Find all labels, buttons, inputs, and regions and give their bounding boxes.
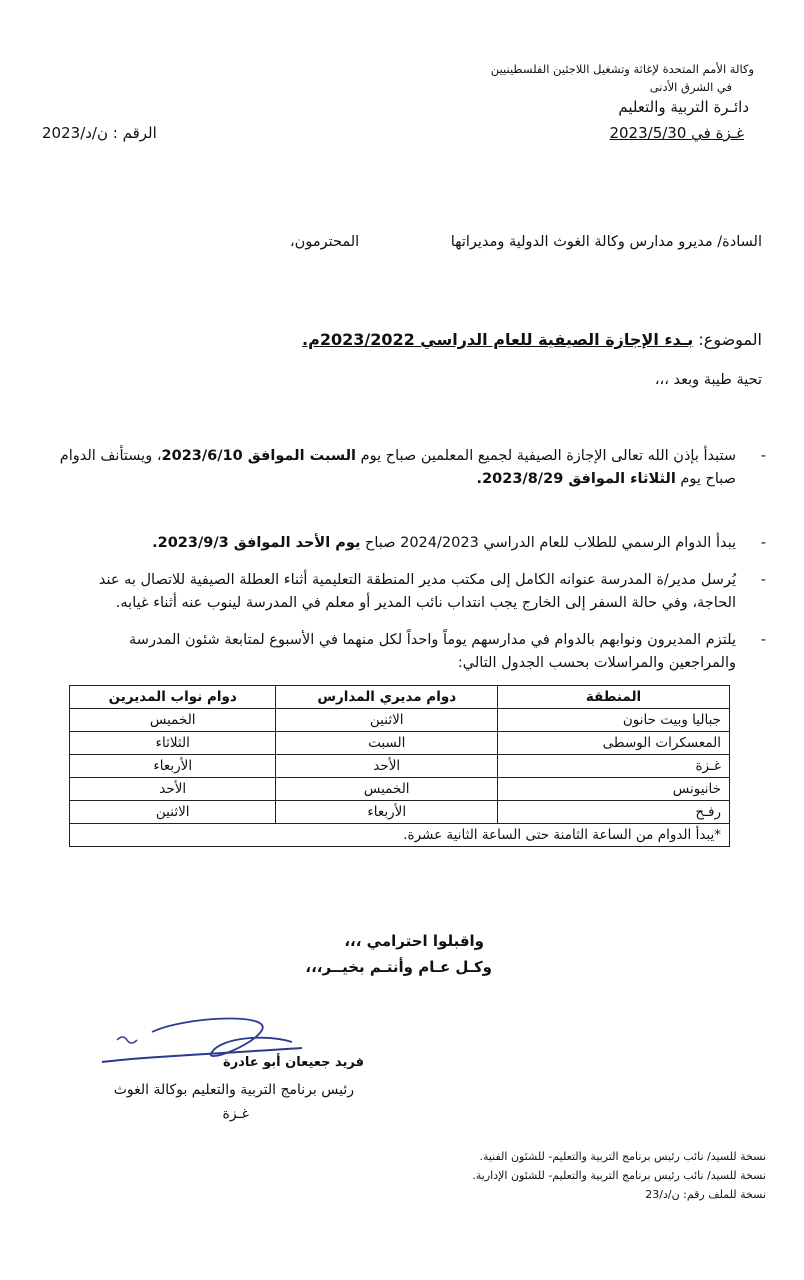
p1-text-a: ستبدأ بإذن الله تعالى الإجازة الصيفية لجميع المعلمين صباح يوم — [356, 448, 736, 464]
bullet-dash: - — [760, 632, 766, 648]
deputy-day-cell: الخميس — [70, 709, 276, 732]
table-row — [70, 755, 730, 778]
subject-line — [302, 330, 762, 349]
closing-regards: واقبلوا احترامي ،،، — [344, 932, 484, 950]
region-cell: غـزة — [498, 755, 730, 778]
respect-salutation: المحترمون، — [290, 234, 360, 250]
table-row — [70, 732, 730, 755]
deputy-day-cell: الأربعاء — [70, 755, 276, 778]
region-cell: جباليا وبيت حانون — [498, 709, 730, 732]
org-name-line2: في الشرق الأدنى — [649, 80, 732, 94]
deputy-day-cell: الثلاثاء — [70, 732, 276, 755]
p3-line1: يُرسل مدير/ة المدرسة عنوانه الكامل إلى مكتب مدير المنطقة التعليمية أثناء العطلة الصيفية للاتصال به عند — [98, 572, 736, 588]
region-cell: المعسكرات الوسطى — [498, 732, 730, 755]
paragraph-duty-schedule — [36, 629, 766, 675]
region-cell: خانيونس — [498, 778, 730, 801]
paragraph-contact-address — [36, 569, 766, 615]
signatory-name: فريد جعيعان أبو عادرة — [223, 1055, 364, 1070]
paragraph-students-start — [36, 532, 766, 555]
cc-line-file: نسخة للملف رقم: ن/د/23 — [645, 1188, 766, 1201]
reference-label: الرقم : — [112, 124, 157, 142]
cc-line-administrative: نسخة للسيد/ نائب رئيس برنامج التربية والتعليم- للشئون الإدارية. — [472, 1169, 766, 1182]
bullet-dash: - — [760, 448, 766, 464]
p1-date-start: السبت الموافق 2023/6/10 — [161, 448, 357, 464]
region-cell: رفـح — [498, 801, 730, 824]
principal-day-cell: الاثنين — [276, 709, 498, 732]
principal-day-cell: الخميس — [276, 778, 498, 801]
deputy-day-cell: الأحد — [70, 778, 276, 801]
p2-date: يوم الأحد الموافق 2023/9/3. — [152, 535, 361, 551]
letter-date: 2023/5/30 — [609, 124, 687, 142]
duty-schedule-table — [69, 685, 730, 847]
subject-text: بـدء الإجازة الصيفية للعام الدراسي 2023/2022م. — [302, 330, 694, 349]
table-note: *يبدأ الدوام من الساعة الثامنة حتى الساعة الثانية عشرة. — [70, 824, 730, 847]
header-principals: دوام مديري المدارس — [276, 686, 498, 709]
reference-number — [42, 124, 157, 142]
header-deputies: دوام نواب المديرين — [70, 686, 276, 709]
place-date — [609, 124, 744, 142]
place-date-label: غـزة في — [691, 124, 744, 142]
bullet-dash: - — [760, 535, 766, 551]
header-region: المنطقة — [498, 686, 730, 709]
recipient-line: السادة/ مديرو مدارس وكالة الغوث الدولية ومديراتها — [450, 234, 762, 250]
closing-wishes: وكـل عـام وأنتـم بخيــر،،، — [305, 958, 492, 976]
table-row — [70, 778, 730, 801]
org-name-line1: وكالة الأمم المتحدة لإغاثة وتشغيل اللاجئين الفلسطينيين — [490, 62, 754, 76]
p2-text: يبدأ الدوام الرسمي للطلاب للعام الدراسي 2024/2023 صباح — [360, 535, 736, 551]
p1-text-c: ، ويستأنف الدوام — [59, 448, 162, 464]
reference-value: ن/د/2023 — [42, 124, 108, 142]
bullet-dash: - — [760, 572, 766, 588]
subject-label: الموضوع: — [698, 330, 762, 349]
paragraph-summer-vacation — [36, 445, 766, 491]
greeting: تحية طيبة وبعد ،،، — [654, 372, 762, 388]
p3-line2: الحاجة، وفي حالة السفر إلى الخارج يجب انتداب نائب المدير أو معلم في المدرسة لينوب عنه أثناء غيابه. — [115, 595, 736, 611]
signatory-title: رئيس برنامج التربية والتعليم بوكالة الغوث — [113, 1082, 354, 1098]
p1-date-resume: الثلاثاء الموافق 2023/8/29. — [476, 471, 676, 487]
table-row — [70, 801, 730, 824]
p4-line1: يلتزم المديرون ونوابهم بالدوام في مدارسهم يوماً واحداً لكل منهما في الأسبوع لمتابعة شئون المدرسة — [129, 632, 736, 648]
principal-day-cell: السبت — [276, 732, 498, 755]
deputy-day-cell: الاثنين — [70, 801, 276, 824]
cc-line-technical: نسخة للسيد/ نائب رئيس برنامج التربية والتعليم- للشئون الفنية. — [479, 1150, 766, 1163]
department-name: دائـرة التربية والتعليم — [618, 98, 749, 116]
signatory-city: غـزة — [222, 1106, 249, 1122]
table-header-row — [70, 686, 730, 709]
handwritten-signature — [92, 1012, 322, 1082]
table-note-row — [70, 824, 730, 847]
principal-day-cell: الأربعاء — [276, 801, 498, 824]
table-row — [70, 709, 730, 732]
p1-text-d: صباح يوم — [675, 471, 736, 487]
principal-day-cell: الأحد — [276, 755, 498, 778]
p4-line2: والمراجعين والمراسلات بحسب الجدول التالي: — [457, 655, 736, 671]
